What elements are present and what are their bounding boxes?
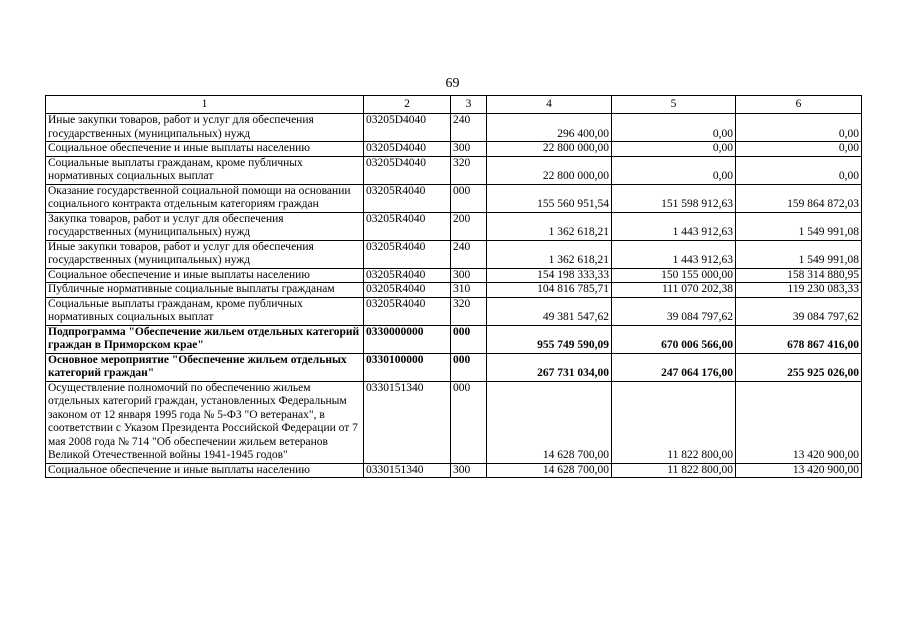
budget-table bbox=[45, 95, 862, 478]
row-amount-col6: 0,00 bbox=[736, 142, 862, 157]
row-expense-type: 320 bbox=[451, 156, 487, 184]
row-amount-col5: 150 155 000,00 bbox=[612, 268, 736, 283]
row-amount-col4: 22 800 000,00 bbox=[487, 142, 612, 157]
row-expense-type: 300 bbox=[451, 268, 487, 283]
row-amount-col6: 255 925 026,00 bbox=[736, 353, 862, 381]
header-col-3: 3 bbox=[451, 96, 487, 114]
table-row bbox=[46, 463, 862, 478]
row-amount-col6: 119 230 083,33 bbox=[736, 283, 862, 298]
row-expense-type: 300 bbox=[451, 463, 487, 478]
row-name: Осуществление полномочий по обеспечению жильем отдельных категорий граждан, установленных Федеральным законом от 12 января 1995 года № 5-ФЗ "О ветеранах", в соответствии с Указом Президента Российской Федерации от 7 мая 2008 года № 714 "Об обеспечении жильем ветеранов Великой Отечественной войны 1941-1945 годов" bbox=[46, 381, 364, 463]
row-amount-col6: 13 420 900,00 bbox=[736, 463, 862, 478]
row-amount-col5: 670 006 566,00 bbox=[612, 325, 736, 353]
row-name: Оказание государственной социальной помощи на основании социального контракта отдельным категориям граждан bbox=[46, 184, 364, 212]
header-col-4: 4 bbox=[487, 96, 612, 114]
row-expense-type: 240 bbox=[451, 114, 487, 142]
row-amount-col5: 39 084 797,62 bbox=[612, 297, 736, 325]
row-amount-col6: 1 549 991,08 bbox=[736, 240, 862, 268]
row-name: Социальные выплаты гражданам, кроме публичных нормативных социальных выплат bbox=[46, 297, 364, 325]
row-amount-col5: 1 443 912,63 bbox=[612, 240, 736, 268]
row-amount-col4: 267 731 034,00 bbox=[487, 353, 612, 381]
table-row bbox=[46, 325, 862, 353]
table-row bbox=[46, 212, 862, 240]
row-amount-col4: 22 800 000,00 bbox=[487, 156, 612, 184]
table-row bbox=[46, 240, 862, 268]
row-amount-col5: 11 822 800,00 bbox=[612, 381, 736, 463]
header-col-6: 6 bbox=[736, 96, 862, 114]
table-row bbox=[46, 184, 862, 212]
table-row bbox=[46, 297, 862, 325]
row-amount-col6: 1 549 991,08 bbox=[736, 212, 862, 240]
row-expense-type: 200 bbox=[451, 212, 487, 240]
row-code: 0330151340 bbox=[364, 381, 451, 463]
row-amount-col4: 104 816 785,71 bbox=[487, 283, 612, 298]
table-row bbox=[46, 114, 862, 142]
row-code: 0330151340 bbox=[364, 463, 451, 478]
row-code: 03205R4040 bbox=[364, 268, 451, 283]
table-row bbox=[46, 268, 862, 283]
row-name: Социальное обеспечение и иные выплаты населению bbox=[46, 463, 364, 478]
row-name: Публичные нормативные социальные выплаты гражданам bbox=[46, 283, 364, 298]
table-row bbox=[46, 156, 862, 184]
row-expense-type: 000 bbox=[451, 184, 487, 212]
row-code: 03205D4040 bbox=[364, 156, 451, 184]
row-amount-col6: 0,00 bbox=[736, 156, 862, 184]
row-code: 0330000000 bbox=[364, 325, 451, 353]
row-name: Иные закупки товаров, работ и услуг для обеспечения государственных (муниципальных) нужд bbox=[46, 240, 364, 268]
row-code: 03205D4040 bbox=[364, 142, 451, 157]
row-expense-type: 240 bbox=[451, 240, 487, 268]
row-amount-col4: 1 362 618,21 bbox=[487, 212, 612, 240]
row-amount-col5: 151 598 912,63 bbox=[612, 184, 736, 212]
row-name: Основное мероприятие "Обеспечение жильем отдельных категорий граждан" bbox=[46, 353, 364, 381]
row-expense-type: 000 bbox=[451, 353, 487, 381]
row-expense-type: 320 bbox=[451, 297, 487, 325]
row-amount-col5: 11 822 800,00 bbox=[612, 463, 736, 478]
row-amount-col6: 39 084 797,62 bbox=[736, 297, 862, 325]
row-amount-col4: 14 628 700,00 bbox=[487, 381, 612, 463]
row-amount-col4: 955 749 590,09 bbox=[487, 325, 612, 353]
row-amount-col5: 111 070 202,38 bbox=[612, 283, 736, 298]
table-row bbox=[46, 283, 862, 298]
row-amount-col4: 155 560 951,54 bbox=[487, 184, 612, 212]
row-code: 0330100000 bbox=[364, 353, 451, 381]
row-expense-type: 000 bbox=[451, 381, 487, 463]
header-col-5: 5 bbox=[612, 96, 736, 114]
row-amount-col6: 678 867 416,00 bbox=[736, 325, 862, 353]
row-amount-col5: 0,00 bbox=[612, 114, 736, 142]
row-amount-col4: 296 400,00 bbox=[487, 114, 612, 142]
row-code: 03205R4040 bbox=[364, 297, 451, 325]
header-row bbox=[46, 96, 862, 114]
row-amount-col5: 247 064 176,00 bbox=[612, 353, 736, 381]
row-code: 03205R4040 bbox=[364, 184, 451, 212]
row-name: Закупка товаров, работ и услуг для обеспечения государственных (муниципальных) нужд bbox=[46, 212, 364, 240]
row-amount-col5: 1 443 912,63 bbox=[612, 212, 736, 240]
row-name: Социальное обеспечение и иные выплаты населению bbox=[46, 142, 364, 157]
row-name: Социальные выплаты гражданам, кроме публичных нормативных социальных выплат bbox=[46, 156, 364, 184]
row-code: 03205R4040 bbox=[364, 283, 451, 298]
row-expense-type: 000 bbox=[451, 325, 487, 353]
row-amount-col5: 0,00 bbox=[612, 156, 736, 184]
row-amount-col4: 49 381 547,62 bbox=[487, 297, 612, 325]
table-row bbox=[46, 353, 862, 381]
row-amount-col5: 0,00 bbox=[612, 142, 736, 157]
row-amount-col6: 159 864 872,03 bbox=[736, 184, 862, 212]
row-expense-type: 300 bbox=[451, 142, 487, 157]
page-number: 69 bbox=[445, 76, 460, 91]
row-amount-col4: 154 198 333,33 bbox=[487, 268, 612, 283]
row-code: 03205R4040 bbox=[364, 212, 451, 240]
row-expense-type: 310 bbox=[451, 283, 487, 298]
row-amount-col4: 14 628 700,00 bbox=[487, 463, 612, 478]
table-row bbox=[46, 142, 862, 157]
row-amount-col6: 158 314 880,95 bbox=[736, 268, 862, 283]
row-code: 03205D4040 bbox=[364, 114, 451, 142]
row-name: Иные закупки товаров, работ и услуг для обеспечения государственных (муниципальных) нужд bbox=[46, 114, 364, 142]
header-col-1: 1 bbox=[46, 96, 364, 114]
table-row bbox=[46, 381, 862, 463]
row-amount-col6: 0,00 bbox=[736, 114, 862, 142]
row-code: 03205R4040 bbox=[364, 240, 451, 268]
row-amount-col4: 1 362 618,21 bbox=[487, 240, 612, 268]
row-amount-col6: 13 420 900,00 bbox=[736, 381, 862, 463]
row-name: Социальное обеспечение и иные выплаты населению bbox=[46, 268, 364, 283]
row-name: Подпрограмма "Обеспечение жильем отдельных категорий граждан в Приморском крае" bbox=[46, 325, 364, 353]
header-col-2: 2 bbox=[364, 96, 451, 114]
